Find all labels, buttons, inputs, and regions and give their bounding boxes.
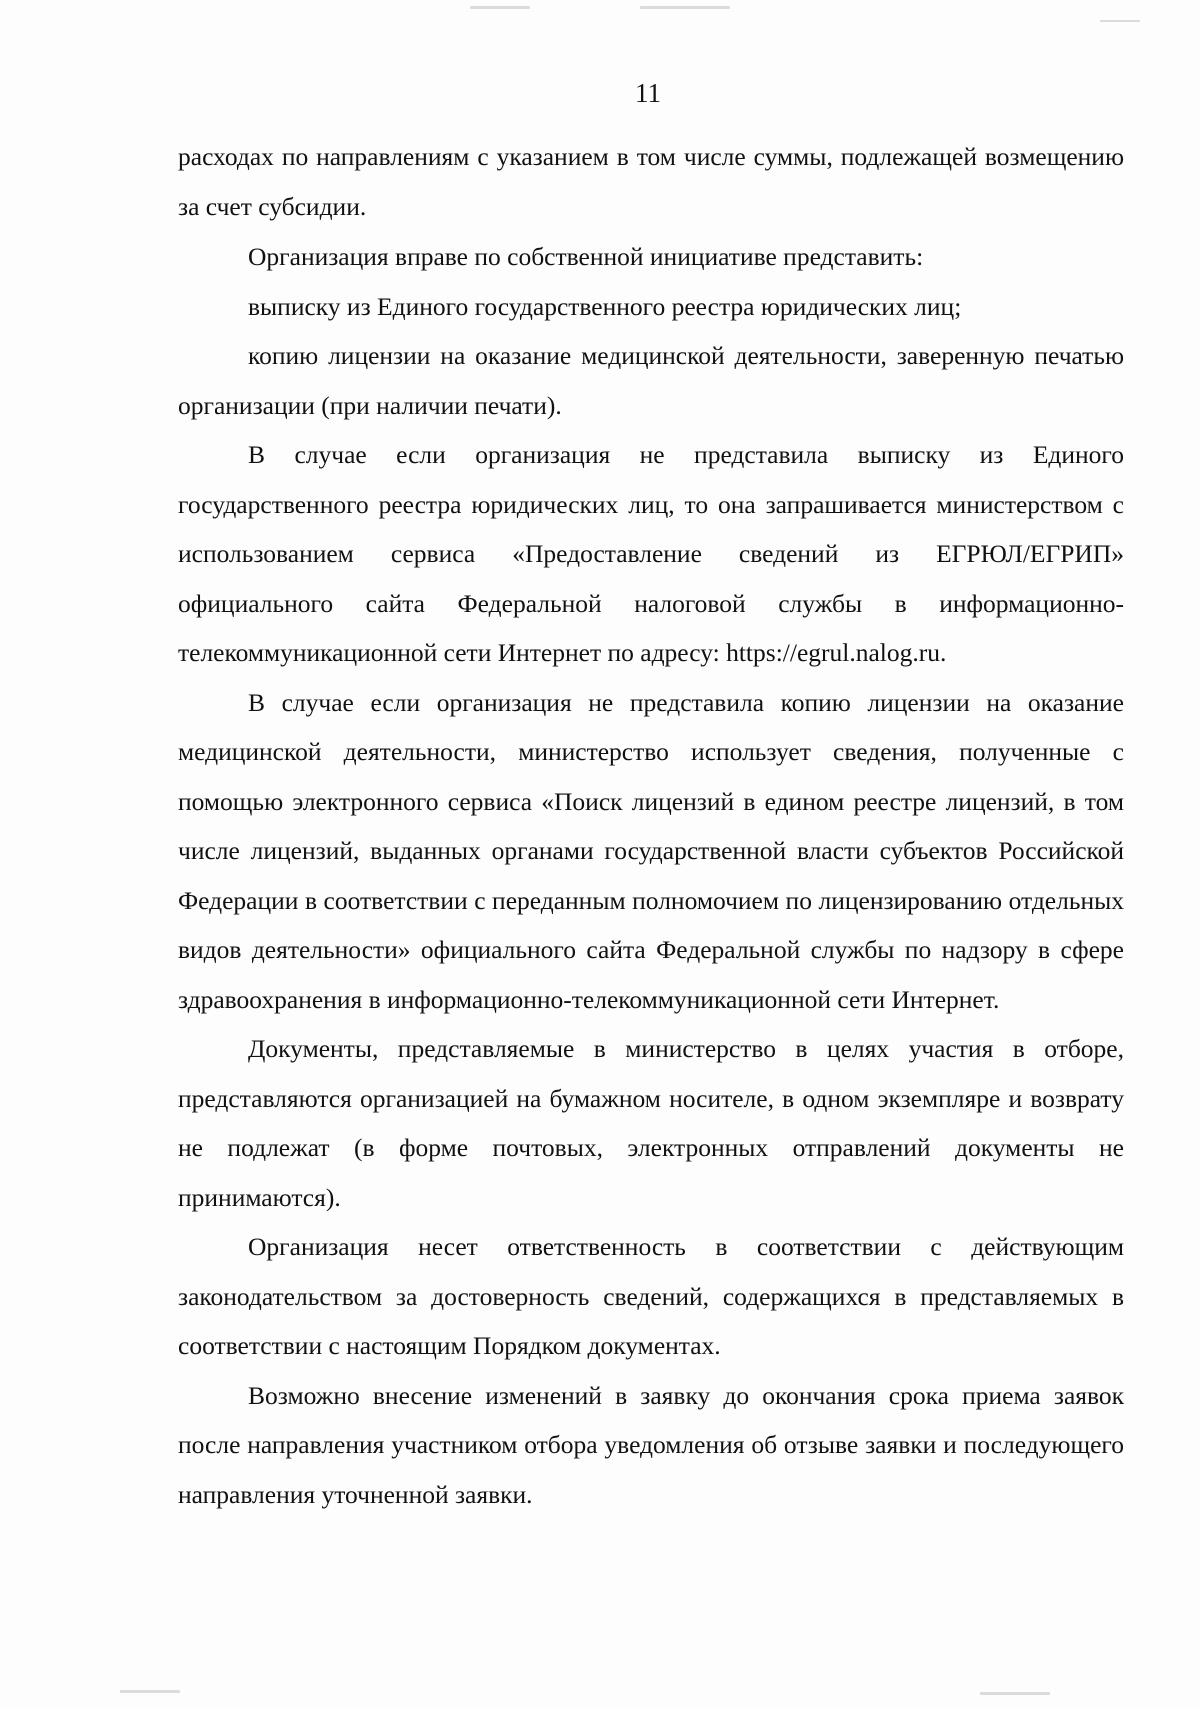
scan-artifact — [640, 6, 730, 9]
scan-artifact — [120, 1690, 180, 1693]
page-number: 11 — [635, 78, 661, 108]
scan-artifact — [470, 6, 530, 9]
paragraph: Возможно внесение изменений в заявку до окончания срока приема заявок после направления участником отбора уведомления об отзыве заявки и последующего направления уточненной заявки. — [178, 1380, 1124, 1509]
paragraph: Документы, представляемые в министерство в целях участия в отборе, представляются организацией на бумажном носителе, в одном экземпляре и возврату не подлежат (в форме почтовых, электронных отправлений документы не принимаются). — [178, 1034, 1124, 1212]
paragraph: В случае если организация не представила копию лицензии на оказание медицинской деятельности, министерство использует сведения, полученные с помощью электронного сервиса «Поиск лицензий в едином реестре лицензий, в том числе лицензий, выданных органами государственной власти субъектов Российской Федерации в соответствии с переданным полномочием по лицензированию отдельных видов деятельности» официального сайта Федеральной службы по надзору в сфере здравоохранения в информационно-телекоммуникационной сети Интернет. — [178, 687, 1124, 1014]
scan-artifact — [1100, 20, 1140, 22]
paragraph: Организация вправе по собственной инициативе представить: — [248, 242, 924, 271]
scan-artifact — [980, 1692, 1050, 1695]
paragraph-continuation: расходах по направлениям с указанием в том числе суммы, подлежащей возмещению за счет субсидии. — [178, 142, 1124, 221]
document-body — [178, 132, 1124, 1519]
paragraph: Организация несет ответственность в соответствии с действующим законодательством за достоверность сведений, содержащихся в представляемых в соответствии с настоящим Порядком документах. — [178, 1232, 1124, 1360]
paragraph: В случае если организация не представила выписку из Единого государственного реестра юридических лиц, то она запрашивается министерством с использованием сервиса «Предоставление сведений из ЕГРЮЛ/ЕГРИП» официального сайта Федеральной налоговой службы в информационно-телекоммуникационной сети Интернет по адресу: https://egrul.nalog.ru. — [178, 440, 1124, 667]
paragraph: выписку из Единого государственного реестра юридических лиц; — [248, 291, 962, 321]
paragraph: копию лицензии на оказание медицинской деятельности, заверенную печатью организации (при наличии печати). — [178, 341, 1124, 420]
